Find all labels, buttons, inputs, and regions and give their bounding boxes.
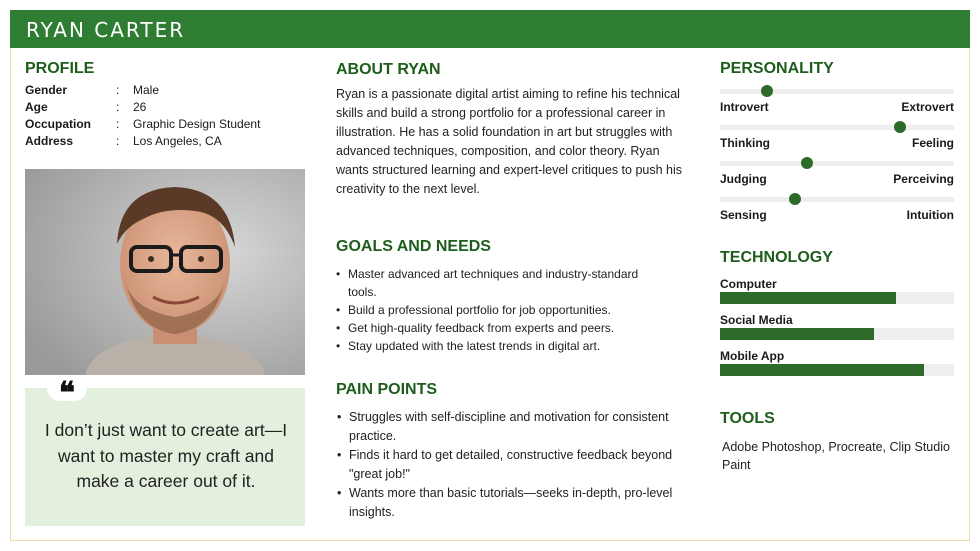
field-value: 26 bbox=[133, 100, 147, 114]
scale-left-label: Sensing bbox=[720, 208, 767, 222]
technology-heading: TECHNOLOGY bbox=[720, 249, 833, 266]
field-label: Address bbox=[25, 134, 74, 148]
tech-bar-fill bbox=[720, 292, 896, 304]
scale-track bbox=[720, 197, 954, 202]
field-colon: : bbox=[116, 100, 120, 114]
scale-track bbox=[720, 125, 954, 130]
list-item: • Wants more than basic tutorials—seeks in-depth, pro-level insights. bbox=[337, 484, 682, 522]
about-heading: ABOUT RYAN bbox=[336, 61, 441, 78]
profile-photo bbox=[25, 169, 305, 375]
about-text: Ryan is a passionate digital artist aiming to refine his technical skills and build a strong portfolio for a professional career in illustration. He has a solid foundation in art but struggles with advanced techniques, composition, and color theory. Ryan wants structured learning and expert-level critiques to push his creativity to the next level. bbox=[336, 87, 683, 196]
goals-list bbox=[336, 265, 646, 355]
tools-heading: TOOLS bbox=[720, 410, 775, 427]
scale-right-label: Feeling bbox=[911, 136, 954, 150]
list-item: • Finds it hard to get detailed, constructive feedback beyond "great job!" bbox=[337, 446, 682, 484]
tech-bar-track bbox=[720, 364, 954, 376]
scale-marker bbox=[801, 157, 813, 169]
title-banner bbox=[10, 10, 970, 48]
quote-icon: ❝ bbox=[47, 375, 87, 401]
field-colon: : bbox=[116, 117, 120, 131]
pain-points-heading: PAIN POINTS bbox=[336, 381, 438, 398]
portrait-illustration bbox=[25, 169, 305, 375]
scale-track bbox=[720, 89, 954, 94]
field-colon: : bbox=[116, 134, 120, 148]
list-item: • Get high-quality feedback from experts and peers. bbox=[336, 319, 646, 337]
personality-heading: PERSONALITY bbox=[720, 60, 834, 77]
field-value: Male bbox=[133, 83, 160, 97]
tech-bar-fill bbox=[720, 328, 874, 340]
tools-text: Adobe Photoshop, Procreate, Clip Studio Paint bbox=[722, 440, 950, 472]
tech-bar-track bbox=[720, 292, 954, 304]
scale-left-label: Introvert bbox=[720, 100, 769, 114]
field-label: Gender bbox=[25, 83, 68, 97]
field-label: Occupation bbox=[25, 117, 92, 131]
field-colon: : bbox=[116, 83, 120, 97]
scale-right-label: Perceiving bbox=[893, 172, 954, 186]
goals-heading: GOALS AND NEEDS bbox=[336, 238, 491, 255]
persona-name: RYAN CARTER bbox=[26, 18, 186, 42]
field-label: Age bbox=[25, 100, 48, 114]
scale-marker bbox=[761, 85, 773, 97]
scale-right-label: Intuition bbox=[906, 208, 954, 222]
tech-label: Mobile App bbox=[720, 349, 785, 363]
list-item: • Struggles with self-discipline and motivation for consistent practice. bbox=[337, 408, 682, 446]
list-item: • Master advanced art techniques and industry-standard tools. bbox=[336, 265, 646, 301]
profile-heading: PROFILE bbox=[25, 60, 95, 77]
quote-text: I don’t just want to create art—I want to master my craft and make a career out of it. bbox=[44, 420, 288, 491]
tech-label: Social Media bbox=[720, 313, 793, 327]
tech-bar-track bbox=[720, 328, 954, 340]
list-item: • Stay updated with the latest trends in digital art. bbox=[336, 337, 646, 355]
scale-marker bbox=[789, 193, 801, 205]
pain-points-list bbox=[337, 408, 682, 522]
scale-track bbox=[720, 161, 954, 166]
list-item: • Build a professional portfolio for job opportunities. bbox=[336, 301, 646, 319]
field-value: Graphic Design Student bbox=[133, 117, 261, 131]
scale-left-label: Thinking bbox=[720, 136, 770, 150]
tech-label: Computer bbox=[720, 277, 777, 291]
tech-bar-fill bbox=[720, 364, 924, 376]
scale-right-label: Extrovert bbox=[901, 100, 954, 114]
scale-left-label: Judging bbox=[720, 172, 767, 186]
field-value: Los Angeles, CA bbox=[133, 134, 222, 148]
